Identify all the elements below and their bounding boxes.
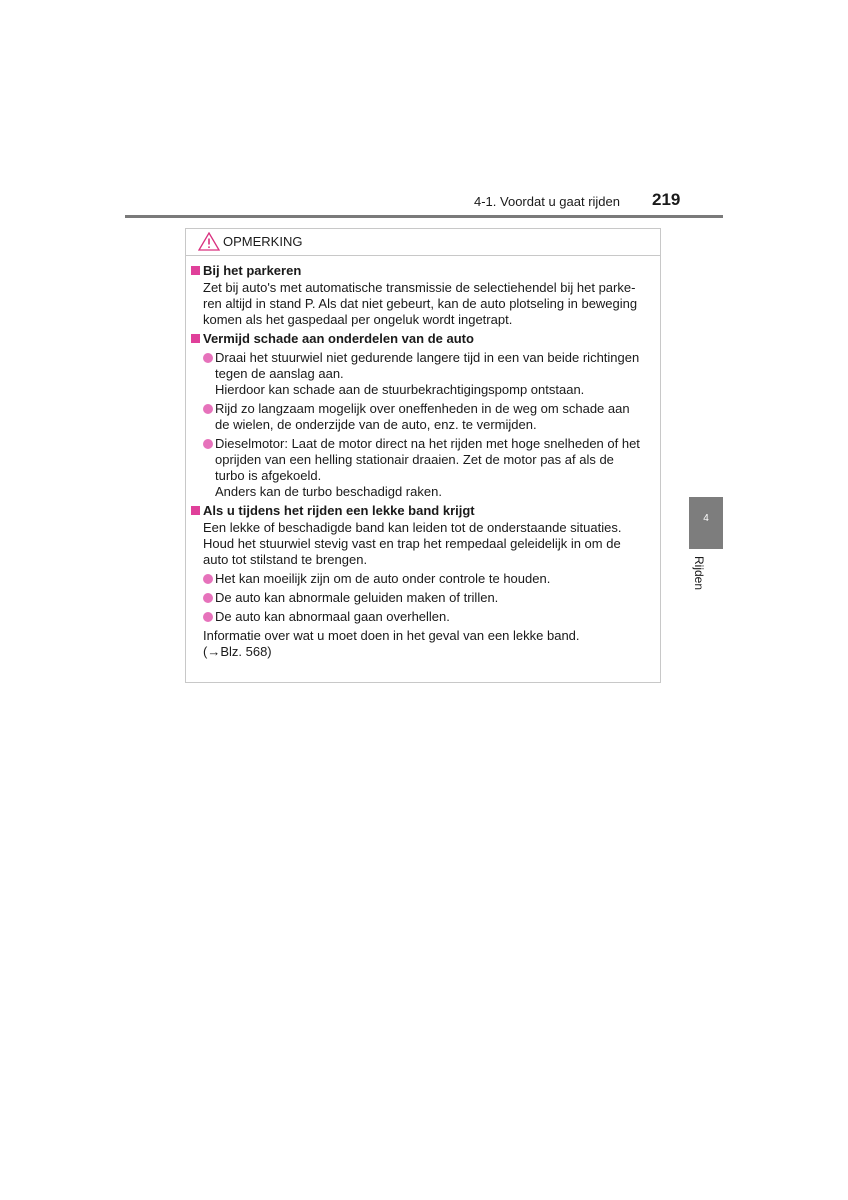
section-title: 4-1. Voordat u gaat rijden	[474, 194, 620, 209]
section-heading: Vermijd schade aan onderdelen van de auto	[186, 331, 660, 347]
header-divider	[125, 215, 723, 218]
square-bullet-icon	[191, 266, 200, 275]
round-bullet-icon	[203, 353, 213, 363]
section-paragraph: Zet bij auto's met automatische transmissie de selectiehendel bij het parke- ren altijd in stand P. Als dat niet gebeurt, kan de auto plotseling in beweging komen als het gaspedaal per ongeluk wordt ingetrapt.	[203, 280, 638, 327]
notice-content	[186, 263, 660, 663]
round-bullet-icon	[203, 404, 213, 414]
section-closing: Informatie over wat u moet doen in het geval van een lekke band. (→Blz. 568)	[186, 628, 660, 660]
list-item: Dieselmotor: Laat de motor direct na het rijden met hoge snelheden of het oprijden van een helling stationair draaien. Zet de motor pas af als de turbo is afgekoeld. Anders kan de turbo beschadigd raken.	[186, 436, 660, 500]
page-reference-link[interactable]: (→Blz. 568)	[203, 644, 272, 659]
page-number: 219	[652, 190, 681, 209]
round-bullet-icon	[203, 612, 213, 622]
list-item: Het kan moeilijk zijn om de auto onder controle te houden.	[186, 571, 660, 587]
warning-icon	[198, 232, 220, 251]
section-paragraph: Een lekke of beschadigde band kan leiden tot de onderstaande situaties. Houd het stuurwiel stevig vast en trap het rempedaal geleidelijk in om de auto tot stilstand te brengen.	[203, 520, 622, 567]
list-item: Rijd zo langzaam mogelijk over oneffenheden in de weg om schade aan de wielen, de onderzijde van de auto, enz. te vermijden.	[186, 401, 660, 433]
list-item: De auto kan abnormale geluiden maken of trillen.	[186, 590, 660, 606]
round-bullet-icon	[203, 439, 213, 449]
chapter-tab-label: Rijden	[692, 556, 706, 591]
notice-box	[185, 228, 661, 683]
round-bullet-icon	[203, 593, 213, 603]
chapter-tab-number: 4	[703, 513, 709, 524]
section-heading: Als u tijdens het rijden een lekke band krijgt	[186, 503, 660, 519]
list-item: De auto kan abnormaal gaan overhellen.	[186, 609, 660, 625]
notice-title: OPMERKING	[223, 234, 303, 249]
list-item: Draai het stuurwiel niet gedurende langere tijd in een van beide richtingen tegen de aanslag aan. Hierdoor kan schade aan de stuurbekrachtigingspomp ontstaan.	[186, 350, 660, 398]
notice-header	[186, 229, 660, 256]
square-bullet-icon	[191, 334, 200, 343]
round-bullet-icon	[203, 574, 213, 584]
chapter-tab[interactable]	[689, 497, 723, 549]
section-heading: Bij het parkeren	[186, 263, 660, 279]
square-bullet-icon	[191, 506, 200, 515]
